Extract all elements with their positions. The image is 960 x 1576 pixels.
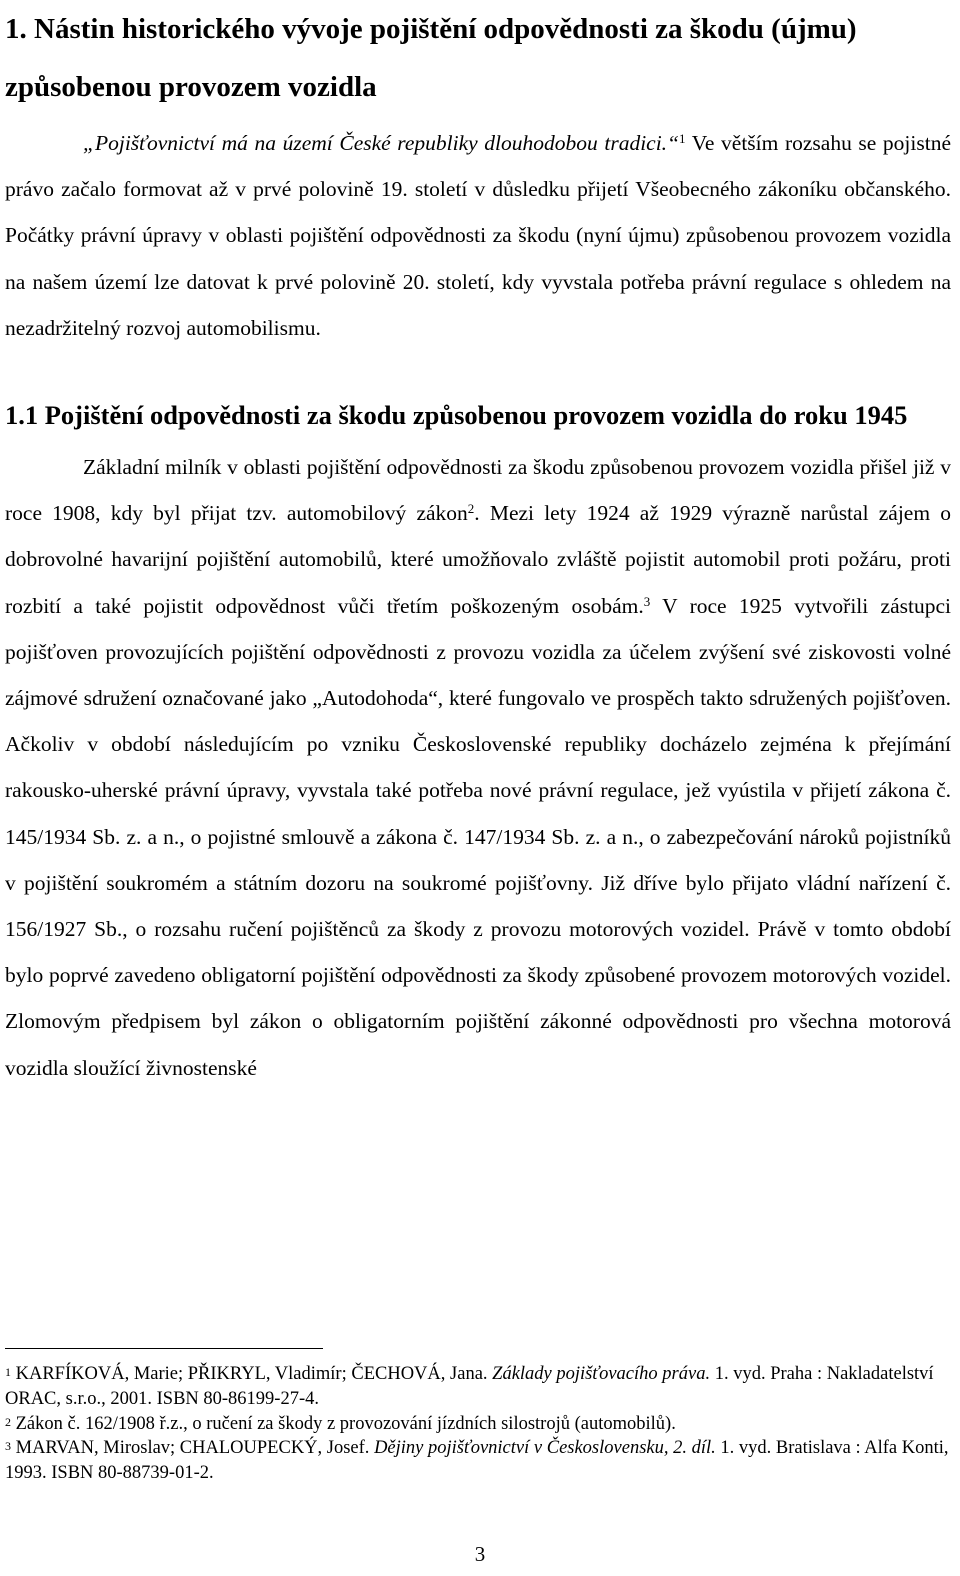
intro-quote: „Pojišťovnictví má na území České republiky dlouhodobou tradici.“: [83, 131, 680, 155]
intro-text: Ve větším rozsahu se pojistné právo začalo formovat až v prvé polovině 19. století v důsledku přijetí Všeobecného zákoníku občanského. Počátky právní úpravy v oblasti pojištění odpovědnosti za škodu (nyní újmu) způsobenou provozem vozidla na našem území lze datovat k prvé polovině 20. století, kdy vyvstala potřeba právní regulace s ohledem na nezadržitelný rozvoj automobilismu.: [5, 131, 952, 340]
footnote-ref-3[interactable]: 3: [643, 593, 651, 609]
footnote-text: 1. vyd. Praha : Nakladatelství ORAC, s.r.o., 2001. ISBN 80-86199-27-4.: [5, 1364, 934, 1409]
footnote-text: KARFÍKOVÁ, Marie; PŘIKRYL, Vladimír; ČECHOVÁ, Jana.: [15, 1364, 493, 1384]
intro-paragraph: [5, 120, 951, 351]
footnote-text: MARVAN, Miroslav; CHALOUPECKÝ, Josef.: [15, 1438, 375, 1459]
footnote-ref-2[interactable]: 2: [467, 501, 475, 517]
footnote-text: 1. vyd. Bratislava : Alfa Konti, 1993. ISBN 80-88739-01-2.: [5, 1438, 949, 1484]
body-text-2: . Mezi lety 1924 až 1929 výrazně narůstal zájem o dobrovolné havarijní pojištění automobilů, které umožňovalo zvláště pojistit automobil proti požáru, proti rozbití a také pojistit odpovědnost vůči třetím poškozeným osobám.: [5, 501, 951, 618]
footnote-title: Dějiny pojišťovnictví v Československu, 2. díl.: [374, 1438, 716, 1459]
body-text-3: V roce 1925 vytvořili zástupci pojišťoven provozujících pojištění odpovědnosti z provozu vozidla za účelem zvýšení své ziskovosti volné zájmové sdružení označované jako „Autodohoda“, které fungovalo ve prospěch takto sdružených pojišťoven. Ačkoliv v období následujícím po vzniku Československé republiky docházelo zejména k přejímání rakousko-uherské právní úpravy, vyvstala také potřeba nové právní regulace, jež vyústila v přijetí zákona č. 145/1934 Sb. z. a n., o pojistné smlouvě a zákona č. 147/1934 Sb. z. a n., o zabezpečování nároků pojistníků v pojištění soukromém a státním dozoru na soukromé pojišťovny. Již dříve bylo přijato vládní nařízení č. 156/1927 Sb., o rozsahu ručení pojištěnců za škody z provozu motorových vozidel. Právě v tomto období bylo poprvé zavedeno obligatorní pojištění odpovědnosti za škody způsobené provozem motorových vozidel. Zlomovým předpisem byl zákon o obligatorním pojištění zákonné odpovědnosti pro všechna motorová vozidla sloužící živnostenské: [5, 593, 951, 1080]
footnotes: [5, 1362, 951, 1486]
footnote-number: 2: [5, 1414, 11, 1429]
body-paragraph: [5, 444, 951, 1091]
footnote-ref-1[interactable]: 1: [679, 131, 686, 146]
page-number: 3: [474, 1542, 486, 1566]
footnote-number: 3: [5, 1439, 11, 1454]
footnote-separator: [5, 1348, 323, 1349]
body-text-1: Základní milník v oblasti pojištění odpovědnosti za škodu způsobenou provozem vozidla přišel již v roce 1908, kdy byl přijat tzv. automobilový zákon: [5, 455, 951, 526]
footnote-1: [5, 1362, 951, 1412]
chapter-title: 1. Nástin historického vývoje pojištění odpovědnosti za škodu (újmu) způsobenou provozem vozidla: [5, 13, 857, 103]
footnote-title: Základy pojišťovacího práva.: [492, 1364, 711, 1384]
footnote-2: [5, 1412, 951, 1437]
footnote-text: Zákon č. 162/1908 ř.z., o ručení za škody z provozování jízdních silostrojů (automobilů).: [15, 1413, 676, 1434]
footnote-3: [5, 1436, 951, 1486]
document-page: [5, 0, 951, 1091]
section-title: 1.1 Pojištění odpovědnosti za škodu způsobenou provozem vozidla do roku 1945: [5, 400, 908, 431]
footnote-number: 1: [5, 1365, 11, 1379]
